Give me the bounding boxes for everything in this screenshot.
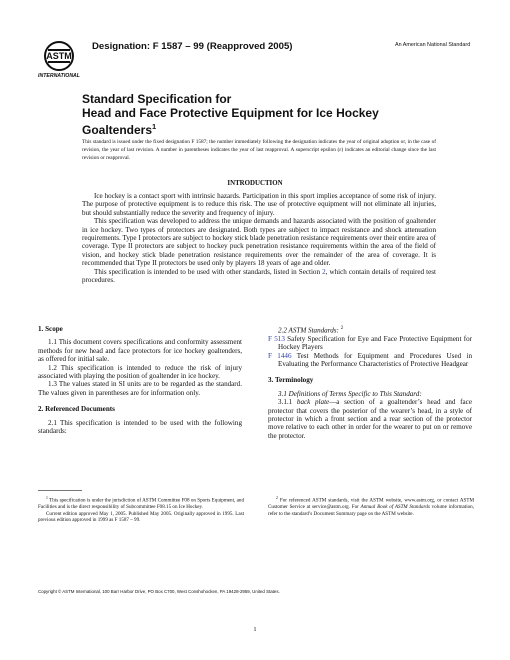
definition-back-plate xyxy=(268,398,472,440)
f513-title: Safety Specification for Eye and Face Protective Equipment for Hockey Players xyxy=(278,334,472,352)
scope-1-2: 1.2 This specification is intended to reduce the risk of injury associated with playing the position of goaltender in ice hockey. xyxy=(38,363,242,381)
copyright-line: Copyright © ASTM International, 100 Barr Harbor Drive, PO Box C700, West Conshohocken, PA 19428-2959, United States. xyxy=(38,589,280,594)
footnote-1 xyxy=(38,490,244,524)
astm-logo xyxy=(36,37,82,79)
document-title xyxy=(82,92,379,137)
page-number: 1 xyxy=(253,626,257,633)
f513-link[interactable]: F 513 xyxy=(268,334,285,343)
intro-p3-text-end: , which contain details of required test procedures. xyxy=(82,267,436,285)
f1446-link[interactable]: F 1446 xyxy=(268,351,292,360)
footnote-2-body: For referenced ASTM standards, visit the ASTM website, www.astm.org, or contact ASTM Customer Service at service@astm.org. For xyxy=(268,497,474,511)
terminology-3-1 xyxy=(268,390,472,398)
title-line-2: Head and Face Protective Equipment for Ice Hockey xyxy=(82,106,379,120)
designation: Designation: F 1587 – 99 (Reapproved 2005) xyxy=(92,41,293,52)
astm-standards-mark: 2 xyxy=(340,326,344,331)
footnote-1-mark: 1 xyxy=(46,496,48,500)
title-line-3 xyxy=(82,120,379,137)
scope-1-1: 1.1 This document covers specifications and conformity assessment methods for new head and face protectors for ice hockey goaltenders, as offered for initial sale. xyxy=(38,338,242,364)
footnote-2-mark: 2 xyxy=(276,496,278,500)
section-2-link[interactable]: 2 xyxy=(322,267,326,276)
left-column xyxy=(38,325,242,435)
svg-text:ASTM: ASTM xyxy=(46,51,72,61)
referenced-2-1: 2.1 This specification is intended to be used with the following standards: xyxy=(38,418,242,436)
f1446-title: Test Methods for Equipment and Procedures Used in Evaluating the Performance Characteristics of Protective Headgear xyxy=(278,351,473,368)
footnote-2-end: volume information, refer to the standard’s Document Summary page on the ASTM website. xyxy=(268,504,474,517)
intro-p3-text: This specification is intended to be used with other standards, listed in Section xyxy=(94,267,323,276)
introduction xyxy=(82,192,436,284)
svg-text:INTERNATIONAL: INTERNATIONAL xyxy=(38,73,80,79)
definition-term: back plate xyxy=(296,398,330,407)
footnote-1-body: This specification is under the jurisdiction of ASTM Committee F08 on Sports Equipment, and Facilities and is the direct responsibility of Subcommittee F08.15 on Ice Hockey. xyxy=(38,497,244,511)
footnote-2-text xyxy=(268,495,474,517)
scope-heading: 1. Scope xyxy=(38,325,63,333)
right-column xyxy=(268,325,472,440)
title-footnote-mark: 1 xyxy=(152,122,157,131)
intro-paragraph-3 xyxy=(82,268,436,285)
footnote-2 xyxy=(268,490,474,517)
terminology-heading: 3. Terminology xyxy=(268,376,314,385)
reference-f1446 xyxy=(268,352,472,369)
footnote-1-edition: Current edition approved May 1, 2005. Published May 2005. Originally approved in 1995. Last previous edition approved in 1999 as F 1587 – 99. xyxy=(38,510,244,524)
title-line-3-text: Goaltenders xyxy=(82,123,153,137)
national-standard-label: An American National Standard xyxy=(395,42,471,48)
terminology-3-1-text: 3.1 Definitions of Terms Specific to This Standard: xyxy=(278,389,422,398)
title-line-1: Standard Specification for xyxy=(82,92,232,106)
intro-paragraph-1: Ice hockey is a contact sport with intrinsic hazards. Participation in this sport implies acceptance of some risk of injury. The purpose of protective equipment is to reduce this risk. The use of protective equipment will not eliminate all injuries, but should substantially reduce the severity and frequency of injury. xyxy=(82,192,436,217)
scope-1-3: 1.3 The values stated in SI units are to be regarded as the standard. The values given in parentheses are for information only. xyxy=(38,380,242,397)
footnote-1-text xyxy=(38,495,244,511)
referenced-documents-heading: 2. Referenced Documents xyxy=(38,405,115,414)
definition-text: —a section of a goaltender’s head and face protector that covers the posterior of the wearer’s head, in a style of protector in which a front section and a rear section of the protector move relative to each other in order for the wearer to put on or remove the protector. xyxy=(268,398,472,440)
astm-standards-heading xyxy=(268,325,472,335)
footnote-2-italic: Annual Book of ASTM Standards xyxy=(360,504,430,511)
issuance-note: This standard is issued under the fixed designation F 1587; the number immediately following the designation indicates the year of original adoption or, in the case of revision, the year of last revision. A number in parentheses indicates the year of last reapproval. A superscript epsilon (ε) indicates an editorial change since the last revision or reapproval. xyxy=(82,139,436,161)
intro-paragraph-2: This specification was developed to address the unique demands and hazards associated with the position of goaltender in ice hockey. Two types of protectors are designated. Both types are subject to impact resistance and shock attenuation requirements. Type I protectors are subject to hockey stick blade penetration resistance requirements over their entire area of coverage. Type II protectors are subject to hockey puck penetration resistance requirements within the area of the field of vision, and hockey stick blade penetration resistance requirements over the remainder of the area of coverage. It is recommended that Type II protectors be used only by players 18 years of age and older. xyxy=(82,217,436,268)
definition-number: 3.1.1 xyxy=(278,398,297,407)
reference-f513 xyxy=(268,335,472,352)
introduction-heading: INTRODUCTION xyxy=(227,180,283,187)
astm-standards-label: 2.2 ASTM Standards: xyxy=(278,326,339,335)
